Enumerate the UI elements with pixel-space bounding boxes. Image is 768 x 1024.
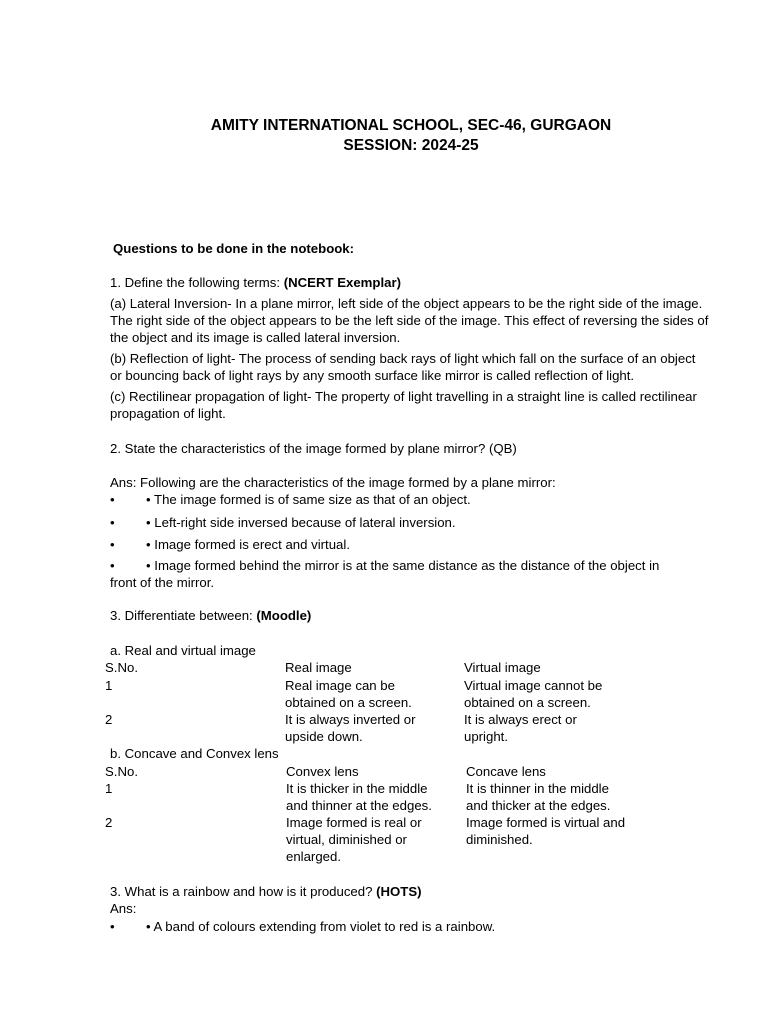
table-cell: It is thinner in the middle and thicker at the edges. — [466, 781, 611, 813]
list-item: • Image formed behind the mirror is at the same distance as the distance of the object in — [146, 558, 660, 573]
question-3-tag: (Moodle) — [256, 608, 312, 623]
table-header: Convex lens — [286, 764, 359, 779]
table-cell: Real image can be obtained on a screen. — [285, 678, 412, 710]
table-cell: It is always inverted or upside down. — [285, 712, 416, 744]
table-cell: It is thicker in the middle and thinner at the edges. — [286, 781, 432, 813]
table-cell: Image formed is virtual and diminished. — [466, 815, 626, 847]
question-3 — [110, 607, 311, 624]
list-item: • Left-right side inversed because of lateral inversion. — [146, 515, 456, 530]
bullet-marker: • — [110, 492, 115, 507]
list-item-continuation: front of the mirror. — [110, 575, 215, 590]
bullet-marker: • — [110, 537, 115, 552]
question-rainbow — [110, 883, 422, 900]
definition-lateral-inversion: (a) Lateral Inversion- In a plane mirror, left side of the object appears to be the right side of the image. The right side of the object appears to be the left side of the image. This effect of reversing the sides of the object and its image is called lateral inversion. — [110, 296, 709, 345]
table-cell: 2 — [105, 815, 113, 830]
table-cell: 1 — [105, 781, 113, 796]
table-header: Concave lens — [466, 764, 546, 779]
definition-reflection: (b) Reflection of light- The process of sending back rays of light which fall on the surface of an object or bouncing back of light rays by any smooth surface like mirror is called reflection of light. — [110, 351, 696, 383]
table-cell: Virtual image cannot be obtained on a screen. — [464, 678, 603, 710]
session-title: SESSION: 2024-25 — [343, 137, 479, 154]
school-name: AMITY INTERNATIONAL SCHOOL, SEC-46, GURGAON — [210, 117, 612, 134]
bullet-marker: • — [110, 515, 115, 530]
bullet-marker: • — [110, 919, 115, 934]
list-item: • Image formed is erect and virtual. — [146, 537, 350, 552]
question-rainbow-tag: (HOTS) — [376, 884, 422, 899]
definition-rectilinear-propagation: (c) Rectilinear propagation of light- The property of light travelling in a straight line is called rectilinear propagation of light. — [110, 389, 697, 421]
question-1 — [110, 274, 401, 291]
question-1-text: 1. Define the following terms: — [110, 275, 284, 290]
list-item: • The image formed is of same size as that of an object. — [146, 492, 471, 507]
table-cell: 2 — [105, 712, 113, 727]
table-header: Real image — [285, 660, 352, 675]
list-item: • A band of colours extending from violet to red is a rainbow. — [146, 919, 496, 934]
answer-label: Ans: — [110, 901, 137, 916]
instruction-heading: Questions to be done in the notebook: — [113, 241, 355, 256]
table-cell: 1 — [105, 678, 113, 693]
question-1-tag: (NCERT Exemplar) — [283, 275, 401, 290]
bullet-marker: • — [110, 558, 115, 573]
table-header: S.No. — [105, 660, 138, 675]
question-2: 2. State the characteristics of the image formed by plane mirror? (QB) — [110, 441, 517, 456]
table-cell: Image formed is real or virtual, diminished or enlarged. — [286, 815, 422, 864]
table-cell: It is always erect or upright. — [464, 712, 577, 744]
table-header: Virtual image — [464, 660, 541, 675]
table-b-title: b. Concave and Convex lens — [110, 746, 279, 761]
table-header: S.No. — [105, 764, 138, 779]
question-rainbow-text: 3. What is a rainbow and how is it produced? — [110, 884, 377, 899]
table-a-title: a. Real and virtual image — [110, 643, 256, 658]
question-3-text: 3. Differentiate between: — [110, 608, 257, 623]
question-2-answer-intro: Ans: Following are the characteristics of the image formed by a plane mirror: — [110, 475, 556, 490]
